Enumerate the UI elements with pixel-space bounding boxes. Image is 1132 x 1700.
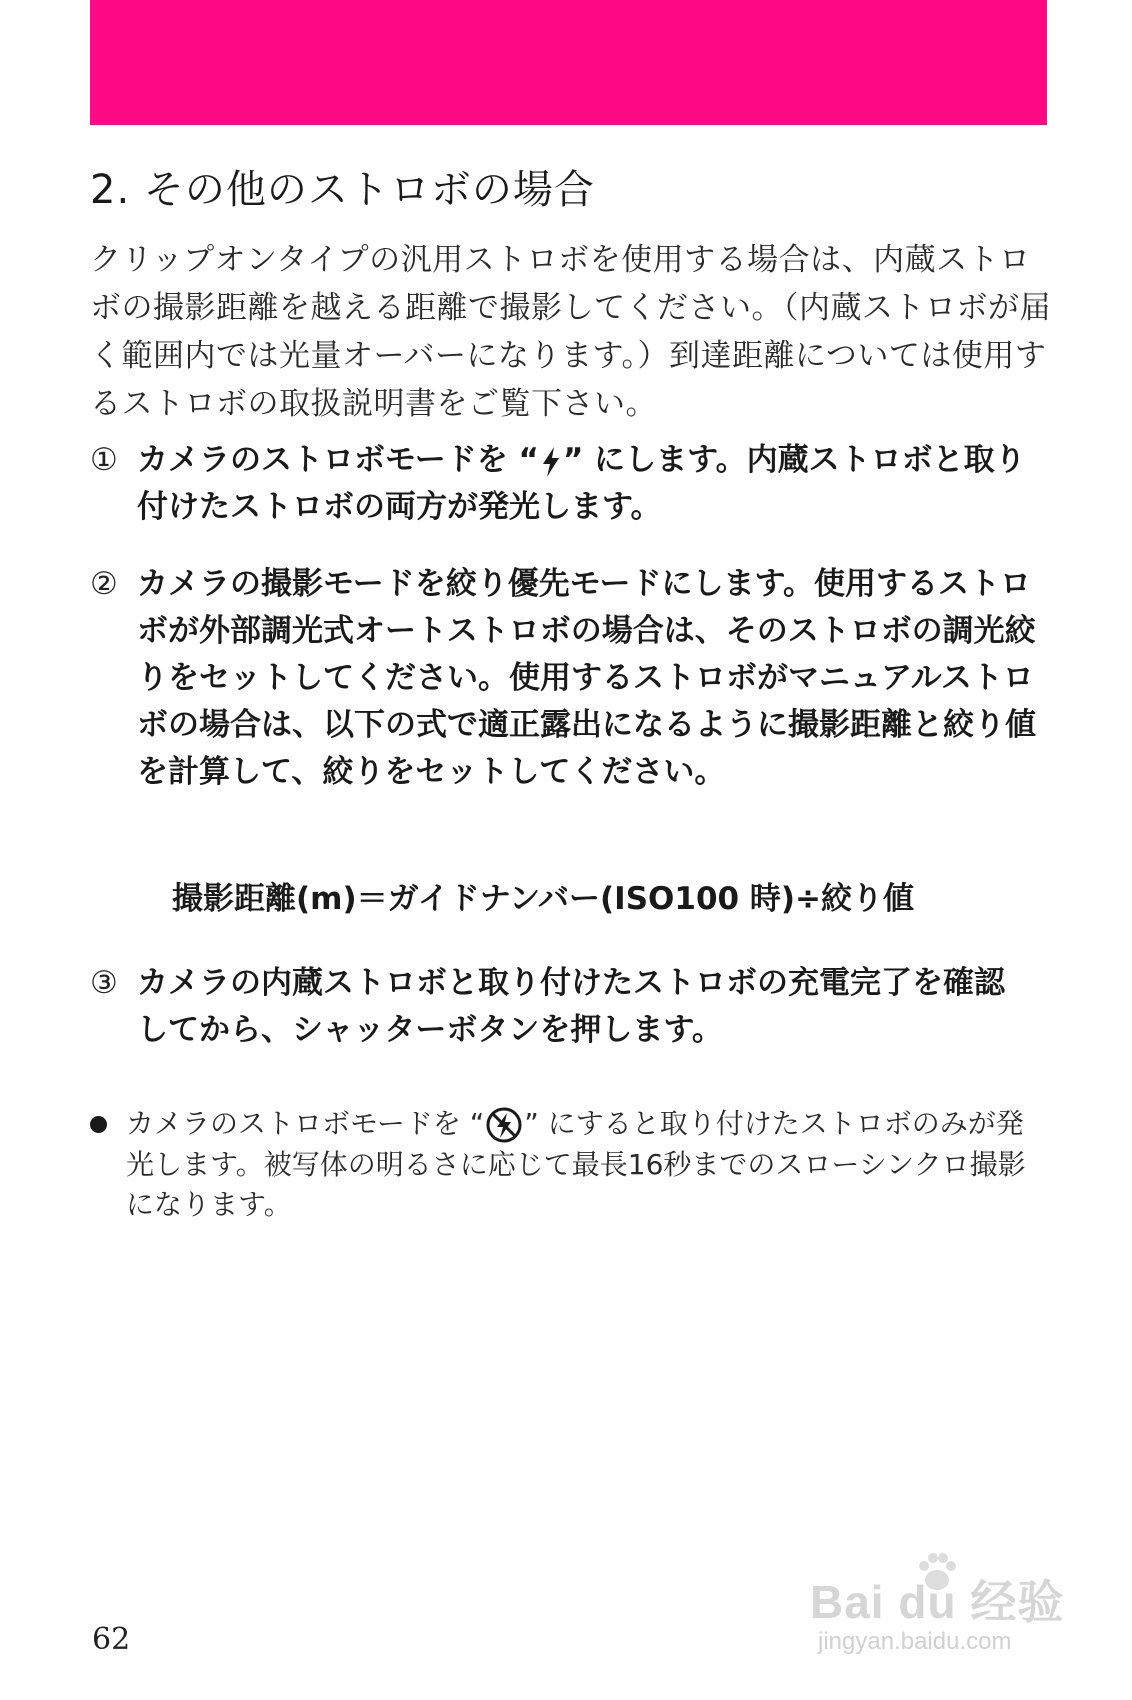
formula: 撮影距離(m)＝ガイドナンバー(ISO100 時)÷絞り値 [172,881,915,917]
step-body [137,561,1036,796]
note-text: ” にすると取り付けたストロボのみが発 [524,1107,1024,1140]
header-banner [90,0,1047,125]
intro-line: ボの撮影距離を越える距離で撮影してください。（内蔵ストロボが届 [90,290,1051,326]
section-heading: 2. その他のストロボの場合 [90,167,595,213]
step-line: 付けたストロボの両方が発光します。 [137,489,662,525]
flash-bolt-icon [539,445,563,479]
intro-line: クリップオンタイプの汎用ストロボを使用する場合は、内蔵ストロ [90,242,1031,278]
step-body [137,437,1026,531]
step-line: りをセットしてください。使用するストロボがマニュアルストロ [137,660,1034,696]
intro-line: るストロボの取扱説明書をご覧下さい。 [90,386,657,422]
step-line: カメラの撮影モードを絞り優先モードにします。使用するストロ [137,566,1032,602]
step-line: してから、シャッターボタンを押します。 [137,1012,723,1048]
intro-line: く範囲内では光量オーバーになります。）到達距離については使用す [90,338,1047,374]
page-number: 62 [92,1622,131,1657]
bullet-icon [90,1116,107,1133]
step-number: ② [90,566,118,602]
watermark-url: jingyan.baidu.com [818,1628,1012,1655]
step-number: ③ [90,965,118,1001]
note-text: カメラのストロボモードを “ [126,1107,485,1140]
step-line: ボが外部調光式オートストロボの場合は、そのストロボの調光絞 [137,613,1036,649]
intro-paragraph [90,236,1052,428]
note-body [126,1104,1026,1225]
note-line: 光します。被写体の明るさに応じて最長16秒までのスローシンクロ撮影 [126,1148,1026,1181]
note-line [126,1104,1026,1145]
step-text: カメラのストロボモードを “ [137,442,539,478]
watermark-brand: Bai du 经验 [810,1576,1065,1628]
note-line: になります。 [126,1188,292,1221]
step-body [137,960,1005,1054]
step-text: ” にします。内蔵ストロボと取り [562,442,1026,478]
step-line: ボの場合は、以下の式で適正露出になるように撮影距離と絞り値 [137,707,1036,743]
flash-off-circle-icon [484,1105,524,1145]
step-line: を計算して、絞りをセットしてください。 [137,754,726,790]
step-number: ① [90,442,118,478]
step-line [137,437,1026,484]
step-line: カメラの内蔵ストロボと取り付けたストロボの充電完了を確認 [137,965,1005,1001]
watermark [810,1548,1070,1668]
